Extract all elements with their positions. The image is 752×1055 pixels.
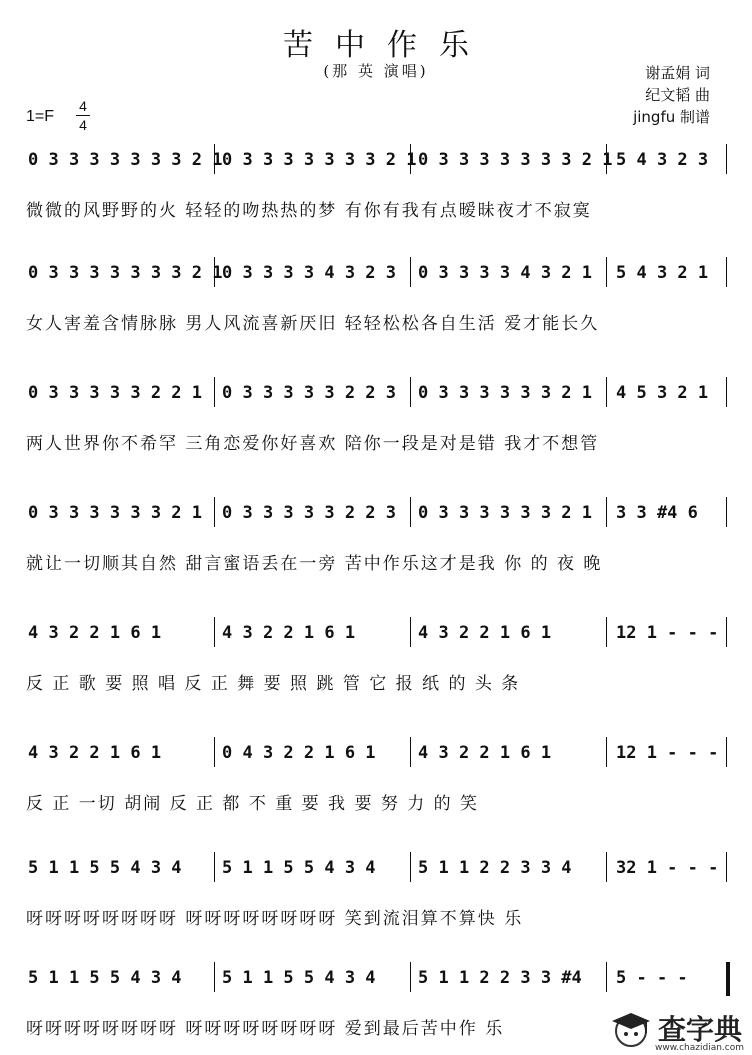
bar-line [726, 617, 727, 647]
bar-line [726, 257, 727, 287]
bar-line [214, 737, 215, 767]
measure-notes: 4 3 2 2 1 6 1 [28, 623, 162, 643]
measure-notes: 0 3 3 3 3 3 2 2 1 [28, 383, 202, 403]
measure-notes: 5 4 3 2 1 [616, 263, 709, 283]
bar-line [410, 962, 411, 992]
measure-notes: 0 3 3 3 3 3 3 2 1 [418, 503, 592, 523]
bar-line [214, 962, 215, 992]
time-bottom: 4 [79, 117, 87, 133]
measure-notes: 5 1 1 5 5 4 3 4 [222, 858, 376, 878]
measure-notes: 4 3 2 2 1 6 1 [418, 743, 552, 763]
bar-line [606, 497, 607, 527]
bar-line [214, 257, 215, 287]
bar-line [410, 852, 411, 882]
measure-notes: 0 3 3 3 3 3 2 2 3 [222, 503, 396, 523]
bar-line [410, 377, 411, 407]
song-title: 苦中作乐 [283, 28, 491, 63]
bar-line [214, 377, 215, 407]
measure-notes: 32 1 - - - [616, 858, 719, 878]
measure-notes: 5 1 1 2 2 3 3 4 [418, 858, 572, 878]
measure-notes: 12 1 - - - [616, 623, 719, 643]
bar-line [410, 737, 411, 767]
bar-line [214, 497, 215, 527]
bar-line [726, 144, 727, 174]
key-signature: 1=F [26, 108, 55, 125]
measure-notes: 0 3 3 3 3 4 3 2 1 [418, 263, 592, 283]
measure-notes: 3 3 #4 6 [616, 503, 698, 523]
bar-line [410, 144, 411, 174]
lyric-line: 女人害羞含情脉脉 男人风流喜新厌旧 轻轻松松各自生活 爱才能长久 [26, 314, 600, 334]
watermark-url: www.chazidian.com [654, 1043, 744, 1053]
graduation-cap-icon [610, 1007, 652, 1049]
measure-notes: 5 1 1 5 5 4 3 4 [222, 968, 376, 988]
singer-credit: (那 英 演唱) [323, 62, 429, 80]
composer-credit: 纪文韬 曲 [645, 86, 710, 104]
bar-line [606, 144, 607, 174]
measure-notes: 0 3 3 3 3 3 3 3 2 1 [418, 150, 613, 170]
bar-line [410, 617, 411, 647]
watermark-text: 查字典 [657, 1013, 742, 1046]
bar-line [606, 852, 607, 882]
lyric-line: 就让一切顺其自然 甜言蜜语丢在一旁 苦中作乐这才是我 你 的 夜 晚 [26, 554, 603, 574]
lyric-line: 反 正 歌 要 照 唱 反 正 舞 要 照 跳 管 它 报 纸 的 头 条 [26, 674, 521, 694]
lyric-line: 微微的风野野的火 轻轻的吻热热的梦 有你有我有点暧昧夜才不寂寞 [26, 201, 592, 221]
bar-line [606, 737, 607, 767]
measure-notes: 4 3 2 2 1 6 1 [418, 623, 552, 643]
bar-line [606, 257, 607, 287]
bar-line [726, 377, 727, 407]
measure-notes: 5 - - - [616, 968, 688, 988]
measure-notes: 5 1 1 2 2 3 3 #4 [418, 968, 582, 988]
bar-line [214, 617, 215, 647]
measure-notes: 0 3 3 3 3 4 3 2 3 [222, 263, 396, 283]
bar-line [410, 257, 411, 287]
measure-notes: 4 3 2 2 1 6 1 [222, 623, 356, 643]
time-signature [76, 98, 90, 133]
bar-line [606, 617, 607, 647]
bar-line [214, 852, 215, 882]
lyric-line: 呀呀呀呀呀呀呀呀 呀呀呀呀呀呀呀呀 爱到最后苦中作 乐 [26, 1019, 505, 1039]
time-top: 4 [79, 98, 87, 114]
transcriber-credit: jingfu 制谱 [633, 108, 710, 126]
bar-line [726, 497, 727, 527]
bar-line [606, 377, 607, 407]
measure-notes: 0 3 3 3 3 3 2 2 3 [222, 383, 396, 403]
bar-line [726, 852, 727, 882]
measure-notes: 5 1 1 5 5 4 3 4 [28, 968, 182, 988]
measure-notes: 0 4 3 2 2 1 6 1 [222, 743, 376, 763]
bar-line [410, 497, 411, 527]
measure-notes: 4 5 3 2 1 [616, 383, 709, 403]
bar-line [726, 962, 730, 996]
bar-line [214, 144, 215, 174]
lyric-line: 呀呀呀呀呀呀呀呀 呀呀呀呀呀呀呀呀 笑到流泪算不算快 乐 [26, 909, 524, 929]
lyric-line: 两人世界你不希罕 三角恋爱你好喜欢 陪你一段是对是错 我才不想管 [26, 434, 600, 454]
bar-line [726, 737, 727, 767]
measure-notes: 0 3 3 3 3 3 3 2 1 [28, 503, 202, 523]
measure-notes: 12 1 - - - [616, 743, 719, 763]
measure-notes: 0 3 3 3 3 3 3 3 2 1 [28, 263, 223, 283]
lyricist-credit: 谢孟娟 词 [645, 64, 710, 82]
bar-line [606, 962, 607, 992]
lyric-line: 反 正 一切 胡闹 反 正 都 不 重 要 我 要 努 力 的 笑 [26, 794, 480, 814]
measure-notes: 0 3 3 3 3 3 3 3 2 1 [28, 150, 223, 170]
measure-notes: 5 4 3 2 3 [616, 150, 709, 170]
measure-notes: 0 3 3 3 3 3 3 2 1 [418, 383, 592, 403]
measure-notes: 0 3 3 3 3 3 3 3 2 1 [222, 150, 417, 170]
measure-notes: 4 3 2 2 1 6 1 [28, 743, 162, 763]
measure-notes: 5 1 1 5 5 4 3 4 [28, 858, 182, 878]
